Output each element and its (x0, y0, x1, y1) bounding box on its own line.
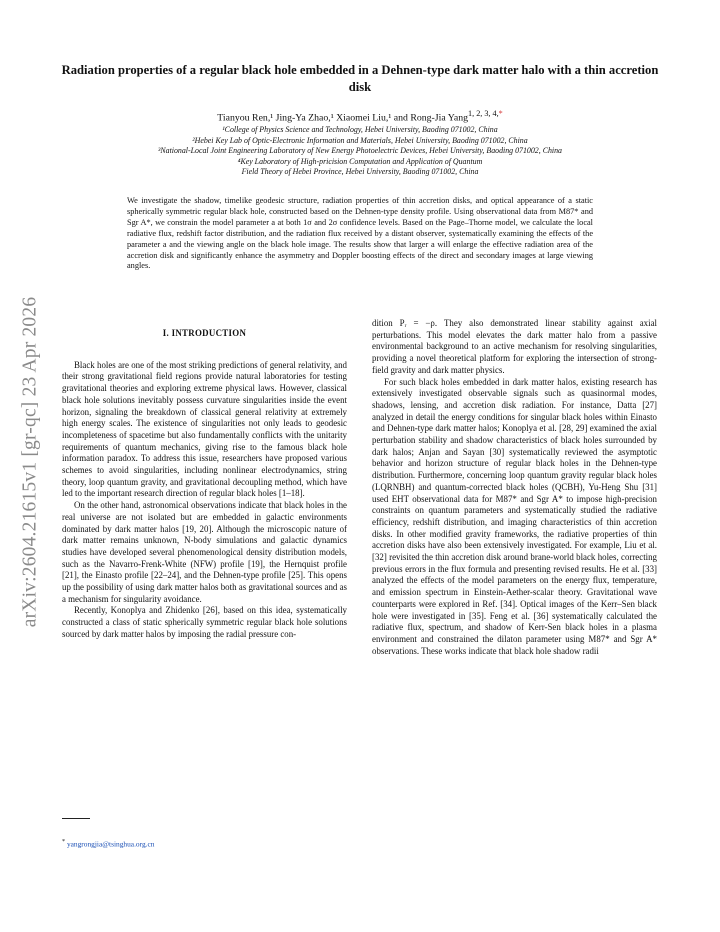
affiliation-line: Field Theory of Hebei Province, Hebei University, Baoding 071002, China (241, 167, 479, 176)
affiliation-line: ³National-Local Joint Engineering Laboratory of New Energy Photoelectric Devices, Hebei University, Baoding 071002, China (158, 146, 562, 155)
body-paragraph: On the other hand, astronomical observations indicate that black holes in the real universe are not isolated but are embedded in galactic environments dominated by dark matter halos [19, 20]. Although the microscopic nature of dark matter remains unknown, N-body simulations and galactic dynamics studies have developed several phenomenological density distribution models, such as the Navarro-Frenk-White (NFW) profile [19], the Hernquist profile [21], the Einasto profile [22–24], and the Dehnen-type profile [25]. This opens up the possibility of using dark matter halos both as gravitational sources and as a mechanism for singularity avoidance. (62, 500, 347, 604)
body-paragraph: dition Pᵣ = −ρ. They also demonstrated linear stability against axial perturbations. This model elevates the dark matter halo from a passive environmental background to an active mechanism for resolving singularities, providing a novel theoretical platform for exploring the intersection of strong-field gravity and dark matter physics. (372, 318, 657, 375)
author-affil-marks: 1, 2, 3, 4, (468, 109, 499, 118)
affiliations (50, 125, 670, 178)
left-column (62, 328, 347, 641)
arxiv-identifier (10, 262, 50, 662)
right-column (372, 318, 657, 657)
body-paragraph: For such black holes embedded in dark matter halos, existing research has extensively investigated observable signals such as quasinormal modes, shadows, lensing, and accretion disk radiation. For instance, Datta [27] analyzed in detail the energy conditions for singular black holes within Einasto and Dehnen-type dark matter halos; Konoplya et al. [28, 29] examined the axial perturbation stability and shadow characteristics of black holes surrounded by dark halos; Anjan and Sayan [30] systematically reviewed the asymptotic behavior and horizon structure of regular black holes in the Dehnen-type distribution. Furthermore, concerning loop quantum gravity regular black holes (LQRNBH) and quantum-corrected black holes (QCBH), Yu-Heng Shu [31] used EHT observational data for M87* and Sgr A* to impose high-precision constraints on quantum parameters and systematically studied the radiative efficiency, redshift distribution, and imaging characteristics of thin accretion disks. In other modified gravity frameworks, the radiative properties of thin accretion disks have also been extensively investigated. For example, Liu et al. [32] revisited the thin accretion disk around brane-world black holes, correcting previous errors in the flux formula and presenting revised results. He et al. [33] analyzed the effects of the model parameters on the energy flux, temperature, and emission spectrum in Einstein-Aether-scalar theory. Gravitational wave counterparts were explored in Ref. [34]. Optical images of the Kerr–Sen black hole were investigated in [35]. Feng et al. [36] systematically calculated the radiative flux, spectrum, and shadow of Kerr-Sen black holes in a plasma environment and constrained the dilaton parameter using M87* and Sgr A* observations. These works indicate that black hole shadow radii (372, 376, 657, 656)
corresponding-author-star[interactable]: * (498, 109, 503, 118)
footnote-mark: * (62, 839, 66, 845)
email-link[interactable]: yangrongjia@tsinghua.org.cn (66, 839, 155, 849)
section-heading: I. INTRODUCTION (162, 328, 247, 338)
author-list (60, 107, 660, 124)
footnote (62, 837, 154, 849)
body-paragraph: Recently, Konoplya and Zhidenko [26], based on this idea, systematically constructed a class of static spherically symmetric regular black hole solutions sourced by dark matter halos by imposing the radial pressure con- (62, 605, 347, 639)
abstract: We investigate the shadow, timelike geodesic structure, radiation properties of thin accretion disks, and optical appearance of a static spherically symmetric regular black hole, constructed based on the Dehnen-type density profile. Using observational data from M87* and Sgr A*, we constrain the model parameter a at both 1σ and 2σ confidence levels. Based on the Page–Thorne model, we calculate the local radiative flux, redshift factor distribution, and the radiation flux received by a distant observer, systematically examining the effects of the parameter a and the viewing angle on the black hole image. The results show that larger a will enlarge the effective radiation area of the accretion disk and significantly enhance the asymmetry and Doppler boosting effects of the direct and secondary images at large viewing angles. (127, 196, 593, 271)
author-names: Tianyou Ren,¹ Jing-Ya Zhao,¹ Xiaomei Liu,¹ and Rong-Jia Yang (217, 112, 469, 124)
footnote-divider (62, 818, 90, 819)
body-paragraph: Black holes are one of the most striking predictions of general relativity, and their strong gravitational field regions provide natural laboratories for testing gravitational theories and exploring extreme physical laws. However, classical black hole solutions inevitably possess curvature singularities inside the event horizon, signaling the breakdown of classical general relativity at extremely high energy scales. The existence of singularities not only leads to geodesic incompleteness of spacetime but also fundamentally conflicts with the unitarity requirements of quantum mechanics, giving rise to the famous black hole information paradox. To address this issue, researchers have proposed various schemes to avoid singularities, including nonlinear electrodynamics, string theory, loop quantum gravity, and gravitational decoupling method, which have led to the important research direction of regular black holes [1–18]. (62, 359, 347, 499)
arxiv-identifier-text: arXiv:2604.21615v1 [gr-qc] 23 Apr 2026 (19, 296, 40, 628)
paper-title: Radiation properties of a regular black hole embedded in a Dehnen-type dark matter halo with a thin accretion disk (61, 63, 659, 94)
affiliation-line: ⁴Key Laboratory of High-pricision Computation and Application of Quantum (237, 156, 483, 166)
affiliation-line: ¹College of Physics Science and Technology, Hebei University, Baoding 071002, China (222, 125, 498, 134)
affiliation-line: ²Hebei Key Lab of Optic-Electronic Information and Materials, Hebei University, Baoding 071002, China (192, 135, 528, 145)
